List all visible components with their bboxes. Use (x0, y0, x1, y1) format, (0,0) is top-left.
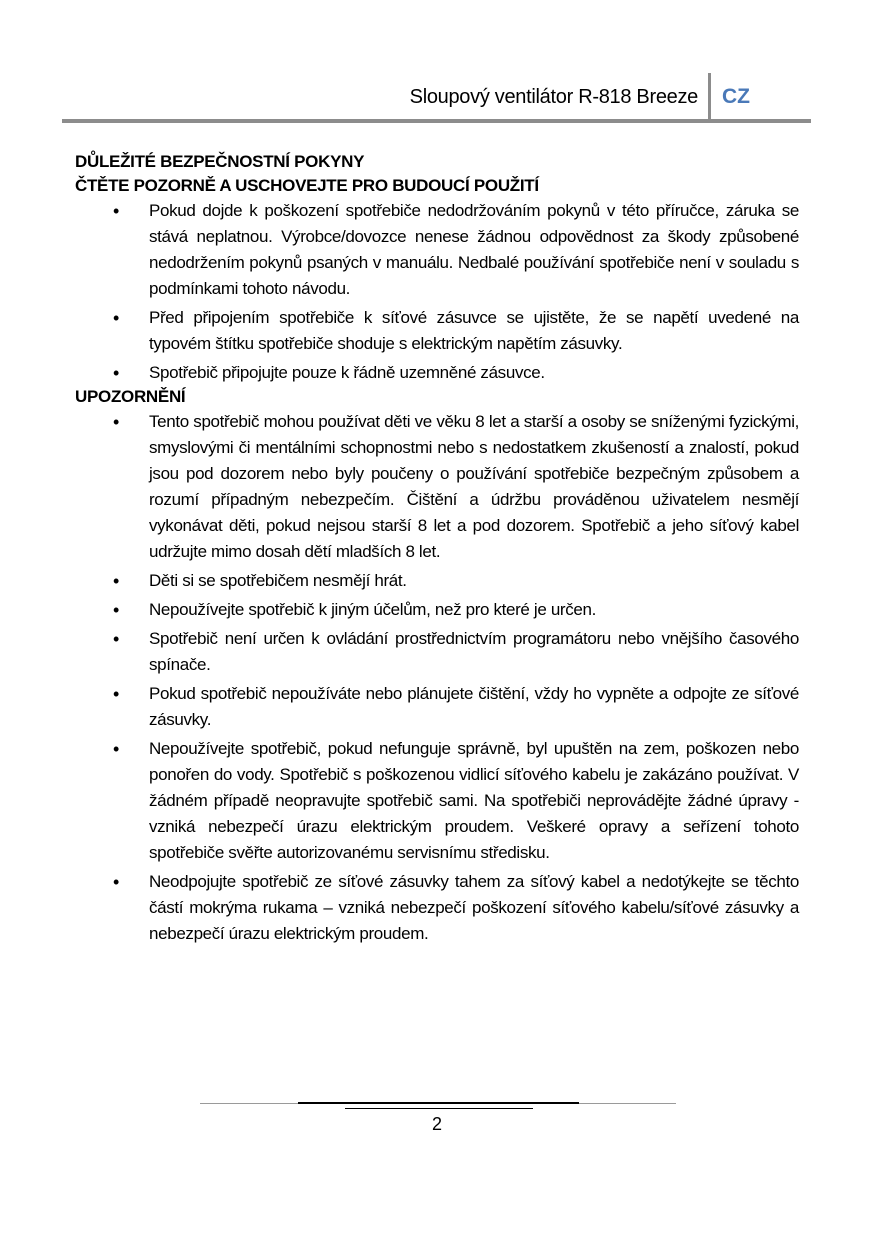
list-item: • Pokud dojde k poškození spotřebiče nedodržováním pokynů v této příručce, záruka se stává neplatnou. Výrobce/dovozce nenese žádnou odpovědnost za škody způsobené nedodržením pokynů psaných v manuálu. Nedbalé používání spotřebiče není v souladu s podmínkami tohoto návodu. (75, 198, 799, 302)
list-item: • Děti si se spotřebičem nesmějí hrát. (75, 568, 799, 594)
heading-safety-instructions: DŮLEŽITÉ BEZPEČNOSTNÍ POKYNY (75, 152, 365, 171)
list-item: • Spotřebič není určen k ovládání prostřednictvím programátoru nebo vnějšího časového spínače. (75, 626, 799, 678)
header-separator (708, 73, 711, 119)
list-item: • Nepoužívejte spotřebič, pokud nefunguje správně, byl upuštěn na zem, poškozen nebo ponořen do vody. Spotřebič s poškozenou vidlicí síťového kabelu je zakázáno používat. V žádném případě neopravujte spotřebič sami. Na spotřebiči neprovádějte žádné úpravy - vzniká nebezpečí úrazu elektrickým proudem. Veškeré opravy a seřízení tohoto spotřebiče svěřte autorizovanému servisnímu středisku. (75, 736, 799, 866)
footer-rule-bold (298, 1102, 579, 1104)
header-title: Sloupový ventilátor R-818 Breeze (409, 86, 698, 108)
heading-warning: UPOZORNĚNÍ (75, 387, 186, 406)
document-body (75, 150, 799, 950)
list-item: • Pokud spotřebič nepoužíváte nebo plánujete čištění, vždy ho vypněte a odpojte ze síťové zásuvky. (75, 681, 799, 733)
warning-list (75, 409, 799, 947)
list-item: • Tento spotřebič mohou používat děti ve věku 8 let a starší a osoby se sníženými fyzickými, smyslovými či mentálními schopnostmi nebo s nedostatkem zkušeností a znalostí, pokud jsou pod dozorem nebo byly poučeny o používání spotřebiče bezpečným způsobem a rozumí případným nebezpečím. Čištění a údržbu prováděnou uživatelem nesmějí vykonávat děti, pokud nejsou starší 8 let a pod dozorem. Spotřebič a jeho síťový kabel udržujte mimo dosah dětí mladších 8 let. (75, 409, 799, 565)
header-rule (62, 119, 811, 123)
safety-list (75, 198, 799, 386)
list-item: • Nepoužívejte spotřebič k jiným účelům, než pro které je určen. (75, 597, 799, 623)
heading-read-carefully: ČTĚTE POZORNĚ A USCHOVEJTE PRO BUDOUCÍ POUŽITÍ (75, 176, 539, 195)
list-item: • Spotřebič připojujte pouze k řádně uzemněné zásuvce. (75, 360, 799, 386)
page-number: 2 (431, 1114, 442, 1134)
language-code: CZ (722, 85, 750, 108)
list-item: • Neodpojujte spotřebič ze síťové zásuvky tahem za síťový kabel a nedotýkejte se těchto částí mokrýma rukama – vzniká nebezpečí poškození síťového kabelu/síťové zásuvky a nebezpečí úrazu elektrickým proudem. (75, 869, 799, 947)
list-item: • Před připojením spotřebiče k síťové zásuvce se ujistěte, že se napětí uvedené na typovém štítku spotřebiče shoduje s elektrickým napětím zásuvky. (75, 305, 799, 357)
footer-rule-short (345, 1108, 533, 1109)
